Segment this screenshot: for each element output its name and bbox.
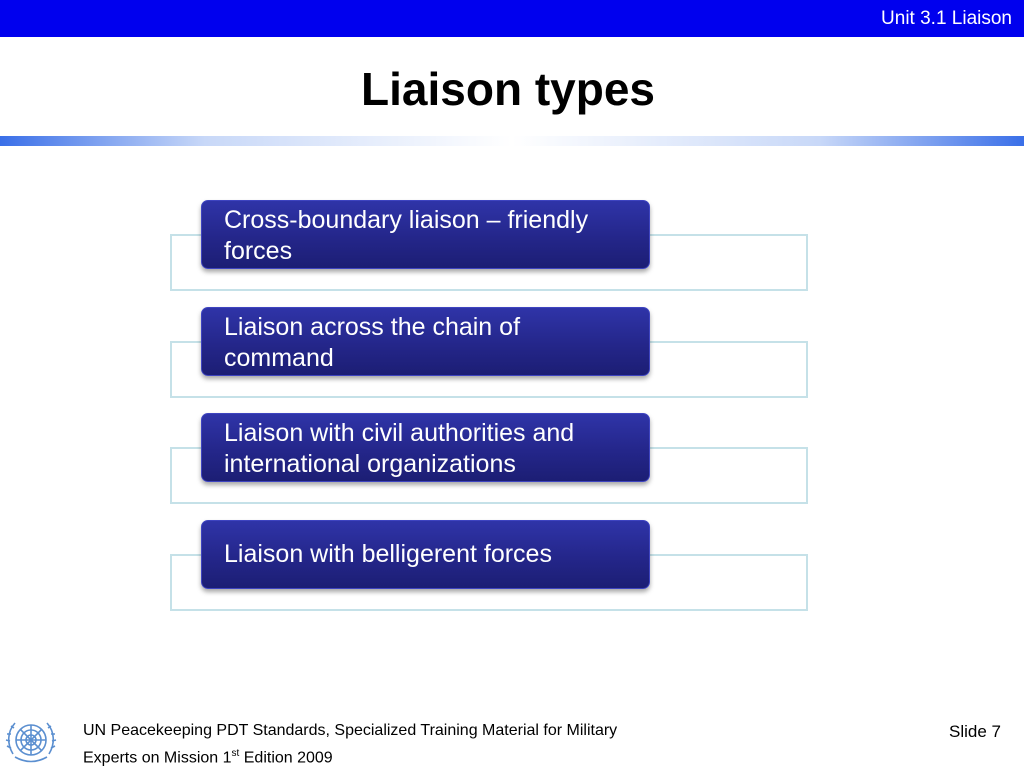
list-item: [0, 307, 1024, 407]
title-divider: [0, 136, 1024, 146]
top-bar: [0, 0, 1024, 37]
footer-line-2: Experts on Mission 1st Edition 2009: [83, 748, 333, 767]
item-box: Liaison across the chain of command: [201, 307, 650, 376]
item-box: Liaison with belligerent forces: [201, 520, 650, 589]
footer-text: [83, 719, 617, 769]
slide-title: Liaison types: [361, 63, 655, 115]
item-box: Cross-boundary liaison – friendly forces: [201, 200, 650, 269]
item-box: Liaison with civil authorities and international organizations: [201, 413, 650, 482]
unit-label: Unit 3.1 Liaison: [881, 8, 1012, 29]
slide-number: Slide 7: [949, 722, 1001, 741]
footer-line-1: UN Peacekeeping PDT Standards, Specialized Training Material for Military: [83, 722, 618, 739]
list-item: [0, 520, 1024, 620]
list-item: [0, 413, 1024, 513]
un-emblem-icon: [3, 714, 59, 770]
list-item: [0, 200, 1024, 300]
